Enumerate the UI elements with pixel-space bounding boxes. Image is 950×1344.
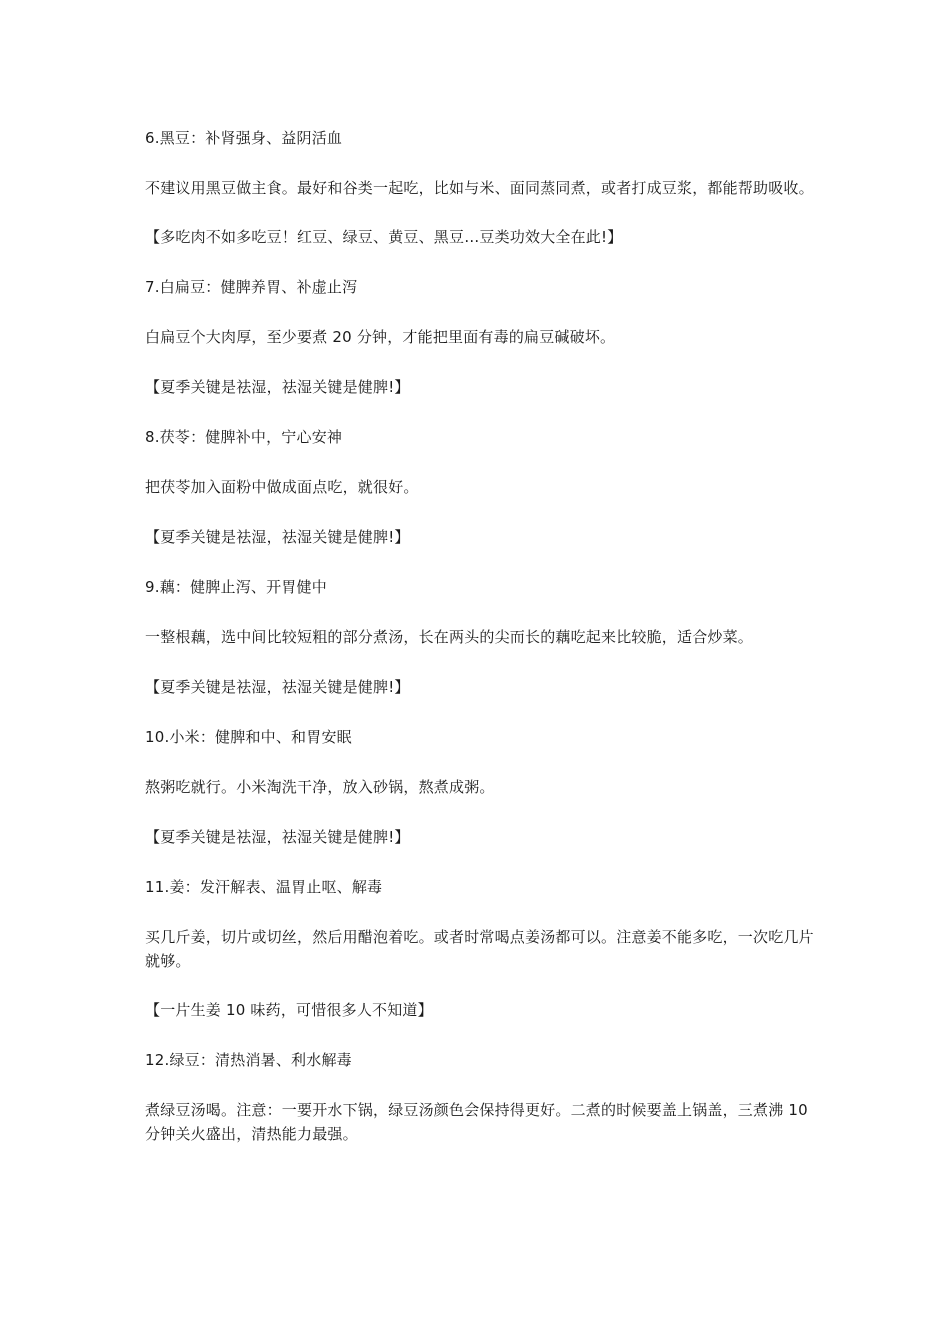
body-mung-bean: 煮绿豆汤喝。注意：一要开水下锅，绿豆汤颜色会保持得更好。二煮的时候要盖上锅盖，三煮沸 10 分钟关火盛出，清热能力最强。 xyxy=(145,1101,808,1143)
link-dampness-2: 【夏季关键是祛湿，祛湿关键是健脾!】 xyxy=(145,528,410,546)
body-white-lentil: 白扁豆个大肉厚，至少要煮 20 分钟，才能把里面有毒的扁豆碱破坏。 xyxy=(145,328,616,346)
heading-black-bean: 6.黑豆：补肾强身、益阴活血 xyxy=(145,129,343,147)
link-dampness-3: 【夏季关键是祛湿，祛湿关键是健脾!】 xyxy=(145,678,410,696)
heading-mung-bean: 12.绿豆：清热消暑、利水解毒 xyxy=(145,1051,352,1069)
heading-white-lentil: 7.白扁豆：健脾养胃、补虚止泻 xyxy=(145,278,358,296)
link-ginger: 【一片生姜 10 味药，可惜很多人不知道】 xyxy=(145,1001,433,1019)
heading-poria: 8.茯苓：健脾补中，宁心安神 xyxy=(145,428,343,446)
body-millet: 熬粥吃就行。小米淘洗干净，放入砂锅，熬煮成粥。 xyxy=(145,778,495,796)
body-lotus-root: 一整根藕，选中间比较短粗的部分煮汤，长在两头的尖而长的藕吃起来比较脆，适合炒菜。 xyxy=(145,628,754,646)
link-beans: 【多吃肉不如多吃豆！红豆、绿豆、黄豆、黑豆…豆类功效大全在此!】 xyxy=(145,228,623,246)
body-black-bean: 不建议用黑豆做主食。最好和谷类一起吃，比如与米、面同蒸同煮，或者打成豆浆，都能帮助吸收。 xyxy=(145,179,814,197)
heading-millet: 10.小米：健脾和中、和胃安眠 xyxy=(145,728,352,746)
body-ginger: 买几斤姜，切片或切丝，然后用醋泡着吃。或者时常喝点姜汤都可以。注意姜不能多吃，一次吃几片就够。 xyxy=(145,928,814,970)
heading-ginger: 11.姜：发汗解表、温胃止呕、解毒 xyxy=(145,878,383,896)
link-dampness-1: 【夏季关键是祛湿，祛湿关键是健脾!】 xyxy=(145,378,410,396)
link-dampness-4: 【夏季关键是祛湿，祛湿关键是健脾!】 xyxy=(145,828,410,846)
document-page xyxy=(145,126,821,1171)
heading-lotus-root: 9.藕：健脾止泻、开胃健中 xyxy=(145,578,327,596)
body-poria: 把茯苓加入面粉中做成面点吃，就很好。 xyxy=(145,478,419,496)
